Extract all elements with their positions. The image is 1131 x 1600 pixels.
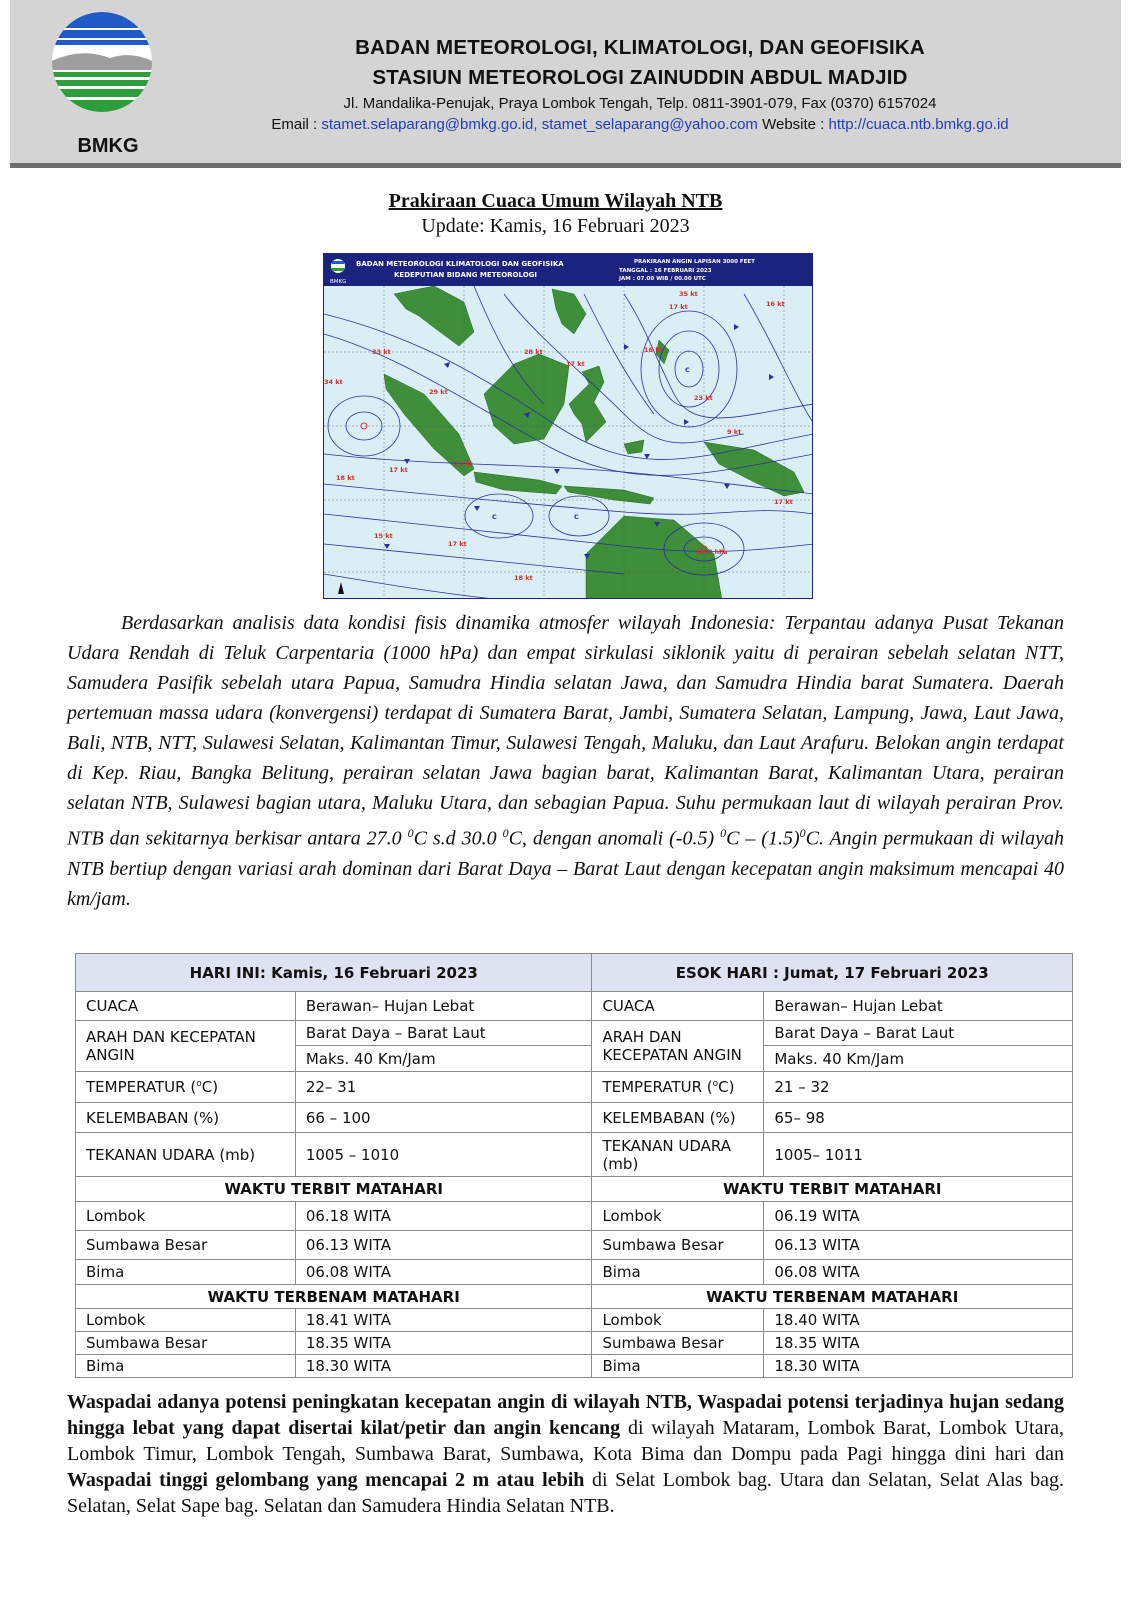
pressure-label: TEKANAN UDARA (mb)	[592, 1133, 764, 1177]
website-link[interactable]: http://cuaca.ntb.bmkg.go.id	[828, 116, 1009, 133]
wind-label: 17 kt	[389, 466, 408, 474]
letterhead-divider	[10, 163, 1121, 168]
place-name: Lombok	[592, 1202, 764, 1231]
wind-label: 18 kt	[514, 574, 533, 582]
map-header-dept: KEDEPUTIAN BIDANG METEOROLOGI	[394, 271, 538, 279]
place-name: Bima	[592, 1260, 764, 1285]
wind-label: 15 kt	[374, 532, 393, 540]
sunset-time: 18.35 WITA	[764, 1332, 1073, 1355]
wind-speed-value: Maks. 40 Km/Jam	[295, 1046, 592, 1072]
degree-sup: 0	[799, 826, 806, 840]
temperature-value: 21 – 32	[764, 1072, 1073, 1103]
wind-direction-value: Barat Daya – Barat Laut	[295, 1021, 592, 1046]
warning-text: di wilayah Mataram, Lombok Barat, Lombok Utara, Lombok Timur, Lombok Tengah, Sumbawa Barat, Sumbawa, Kota Bima dan Dompu pada Pagi hingga dini hari dan	[67, 1417, 1065, 1465]
temperature-label-text: TEMPERATUR (	[86, 1078, 197, 1096]
analysis-text: C, dengan anomali (-0.5)	[508, 827, 721, 850]
sunset-time: 18.30 WITA	[295, 1355, 592, 1378]
forecast-table	[75, 953, 1073, 1378]
weather-label: CUACA	[76, 992, 296, 1021]
organization-name: BADAN METEOROLOGI, KLIMATOLOGI, DAN GEOFISIKA	[355, 36, 925, 59]
degree-sup: 0	[407, 826, 414, 840]
sunrise-time: 06.08 WITA	[295, 1260, 592, 1285]
email-link-2[interactable]: stamet_selaparang@yahoo.com	[541, 116, 758, 133]
website-label: Website :	[757, 116, 829, 133]
sunrise-time: 06.13 WITA	[764, 1231, 1073, 1260]
warning-paragraph	[67, 1389, 1064, 1519]
station-name: STASIUN METEOROLOGI ZAINUDDIN ABDUL MADJID	[372, 66, 908, 89]
analysis-text: Berdasarkan analisis data kondisi fisis dinamika atmosfer wilayah Indonesia: Terpantau adanya Pusat Tekanan Udara Rendah di Teluk Carpentaria (1000 hPa) dan empat sirkulasi siklonik yaitu di perairan sebelah selatan NTT, Samudera Pasifik sebelah utara Papua, Samudra Hindia selatan Jawa, dan Samudra Hindia barat Sumatera. Daerah pertemuan massa udara (konvergensi) terdapat di Sumatera Barat, Jambi, Sumatera Selatan, Lampung, Jawa, Laut Jawa, Bali, NTB, NTT, Sulawesi Selatan, Kalimantan Timur, Sulawesi Tengah, Maluku, dan Laut Arafuru. Belokan angin terdapat di Kep. Riau, Bangka Belitung, perairan selatan Jawa bagian barat, Kalimantan Barat, Kalimantan Utara, perairan selatan NTB, Sulawesi bagian utara, Maluku Utara, dan sebagian Papua. Suhu permukaan laut di wilayah perairan Prov. NTB dan sekitarnya berkisar antara 27.0	[67, 612, 1064, 850]
pressure-value: 1005 – 1010	[295, 1133, 592, 1177]
temperature-label	[592, 1072, 764, 1103]
table-row	[76, 1285, 1073, 1309]
update-date: Update: Kamis, 16 Februari 2023	[421, 215, 690, 237]
humidity-value: 65– 98	[764, 1103, 1073, 1133]
wind-label: 20 kt	[454, 460, 473, 468]
warning-emphasis: Waspadai adanya potensi peningkatan kecepatan angin di wilayah NTB, Waspadai potensi terjadinya hujan sedang hingga lebat yang dapat disertai kilat/petir dan angin kencang	[67, 1391, 1064, 1439]
sunrise-time: 06.18 WITA	[295, 1202, 592, 1231]
analysis-paragraph	[67, 608, 1064, 914]
wind-label: 29 kt	[429, 388, 448, 396]
sunrise-header: WAKTU TERBIT MATAHARI	[592, 1177, 1073, 1202]
sunrise-time: 06.08 WITA	[764, 1260, 1073, 1285]
map-sea	[324, 286, 813, 599]
humidity-value: 66 – 100	[295, 1103, 592, 1133]
wind-label: 23 kt	[694, 394, 713, 402]
table-row	[76, 1021, 1073, 1046]
temperature-label-text: TEMPERATUR (	[602, 1078, 713, 1096]
low-pressure-label: 1000 hPa	[696, 549, 728, 556]
email-link-1[interactable]: stamet.selaparang@bmkg.go.id	[321, 116, 534, 133]
map-time-line: JAM : 07.00 WIB / 00.00 UTC	[619, 276, 706, 282]
analysis-text: C. Angin permukaan di wilayah NTB bertiup dengan variasi arah dominan dari Barat Daya – Barat Laut dengan kecepatan angin maksimum mencapai 40 km/jam.	[67, 827, 1064, 910]
sunset-time: 18.41 WITA	[295, 1309, 592, 1332]
wind-label: 35 kt	[679, 290, 698, 298]
analysis-text: C – (1.5)	[726, 827, 800, 850]
wind-label: 17 kt	[448, 540, 467, 548]
table-row	[76, 1231, 1073, 1260]
map-logo-icon	[331, 259, 345, 273]
place-name: Sumbawa Besar	[592, 1231, 764, 1260]
bmkg-logo-icon	[38, 12, 166, 112]
temperature-label	[76, 1072, 296, 1103]
sunset-header: WAKTU TERBENAM MATAHARI	[592, 1285, 1073, 1309]
address-line: Jl. Mandalika-Penujak, Praya Lombok Tengah, Telp. 0811-3901-079, Fax (0370) 6157024	[343, 95, 937, 112]
temperature-label-text: C)	[718, 1078, 735, 1096]
sunrise-header: WAKTU TERBIT MATAHARI	[76, 1177, 592, 1202]
place-name: Lombok	[76, 1309, 296, 1332]
table-row	[76, 1355, 1073, 1378]
warning-emphasis: Waspadai tinggi gelombang yang mencapai 2 m atau lebih	[67, 1469, 585, 1491]
table-row	[76, 1309, 1073, 1332]
sunset-header: WAKTU TERBENAM MATAHARI	[76, 1285, 592, 1309]
sunset-time: 18.40 WITA	[764, 1309, 1073, 1332]
pressure-label: TEKANAN UDARA (mb)	[76, 1133, 296, 1177]
place-name: Bima	[76, 1355, 296, 1378]
table-row	[76, 1177, 1073, 1202]
temperature-value: 22– 31	[295, 1072, 592, 1103]
email-separator: ,	[533, 116, 542, 133]
place-name: Bima	[76, 1260, 296, 1285]
place-name: Sumbawa Besar	[76, 1332, 296, 1355]
document-title: Prakiraan Cuaca Umum Wilayah NTB	[388, 190, 723, 212]
warning-text: di Selat Lombok bag. Utara dan Selatan, Selat Alas bag. Selatan, Selat Sape bag. Selatan dan Samudera Hindia Selatan NTB.	[67, 1469, 1065, 1517]
wind-label: 34 kt	[324, 378, 343, 386]
wind-label: 16 kt	[766, 300, 785, 308]
table-row	[76, 1332, 1073, 1355]
wind-label: 9 kt	[727, 428, 742, 436]
map-logo-text: BMKG	[330, 279, 347, 285]
place-name: Bima	[592, 1355, 764, 1378]
wind-label: ARAH DAN KECEPATAN ANGIN	[76, 1021, 296, 1072]
wind-label: 17 kt	[566, 360, 585, 368]
map-date-line: TANGGAL : 16 FEBRUARI 2023	[619, 268, 712, 274]
place-name: Lombok	[76, 1202, 296, 1231]
weather-label: CUACA	[592, 992, 764, 1021]
today-header: HARI INI: Kamis, 16 Februari 2023	[76, 954, 592, 992]
weather-value: Berawan– Hujan Lebat	[295, 992, 592, 1021]
circulation-marker: C	[492, 513, 497, 521]
wind-speed-value: Maks. 40 Km/Jam	[764, 1046, 1073, 1072]
degree-sup: o	[196, 1079, 202, 1089]
sunset-time: 18.30 WITA	[764, 1355, 1073, 1378]
map-chart-title: PRAKIRAAN ANGIN LAPISAN 3000 FEET	[634, 259, 755, 265]
table-row	[76, 1133, 1073, 1177]
place-name: Sumbawa Besar	[592, 1332, 764, 1355]
sunset-time: 18.35 WITA	[295, 1332, 592, 1355]
email-label: Email :	[271, 116, 322, 133]
sunrise-time: 06.19 WITA	[764, 1202, 1073, 1231]
map-header-org: BADAN METEOROLOGI KLIMATOLOGI DAN GEOFISIKA	[356, 260, 564, 268]
table-row	[76, 1260, 1073, 1285]
temperature-label-text: C)	[201, 1078, 219, 1096]
wind-label: 28 kt	[524, 348, 543, 356]
circulation-marker: C	[685, 366, 690, 374]
wind-label: ARAH DAN KECEPATAN ANGIN	[592, 1021, 764, 1072]
logo-text: BMKG	[77, 135, 139, 157]
tomorrow-header: ESOK HARI : Jumat, 17 Februari 2023	[592, 954, 1073, 992]
degree-sup: 0	[720, 826, 727, 840]
table-row	[76, 1103, 1073, 1133]
wind-label: 17 kt	[669, 303, 688, 311]
wind-streamline-map	[323, 253, 813, 599]
wind-direction-value: Barat Daya – Barat Laut	[764, 1021, 1073, 1046]
place-name: Lombok	[592, 1309, 764, 1332]
wind-label: 16 kt	[644, 346, 663, 354]
table-row	[76, 1072, 1073, 1103]
analysis-text: C s.d 30.0	[413, 827, 503, 850]
contact-line	[210, 116, 1070, 133]
degree-sup: 0	[502, 826, 509, 840]
weather-value: Berawan– Hujan Lebat	[764, 992, 1073, 1021]
degree-sup: o	[712, 1079, 719, 1089]
wind-label: 17 kt	[774, 498, 793, 506]
table-row	[76, 1202, 1073, 1231]
wind-label: 18 kt	[336, 474, 355, 482]
sunrise-time: 06.13 WITA	[295, 1231, 592, 1260]
humidity-label: KELEMBABAN (%)	[76, 1103, 296, 1133]
table-row	[76, 992, 1073, 1021]
pressure-value: 1005– 1011	[764, 1133, 1073, 1177]
place-name: Sumbawa Besar	[76, 1231, 296, 1260]
circulation-marker: C	[574, 513, 579, 521]
humidity-label: KELEMBABAN (%)	[592, 1103, 764, 1133]
wind-label: 33 kt	[372, 348, 391, 356]
